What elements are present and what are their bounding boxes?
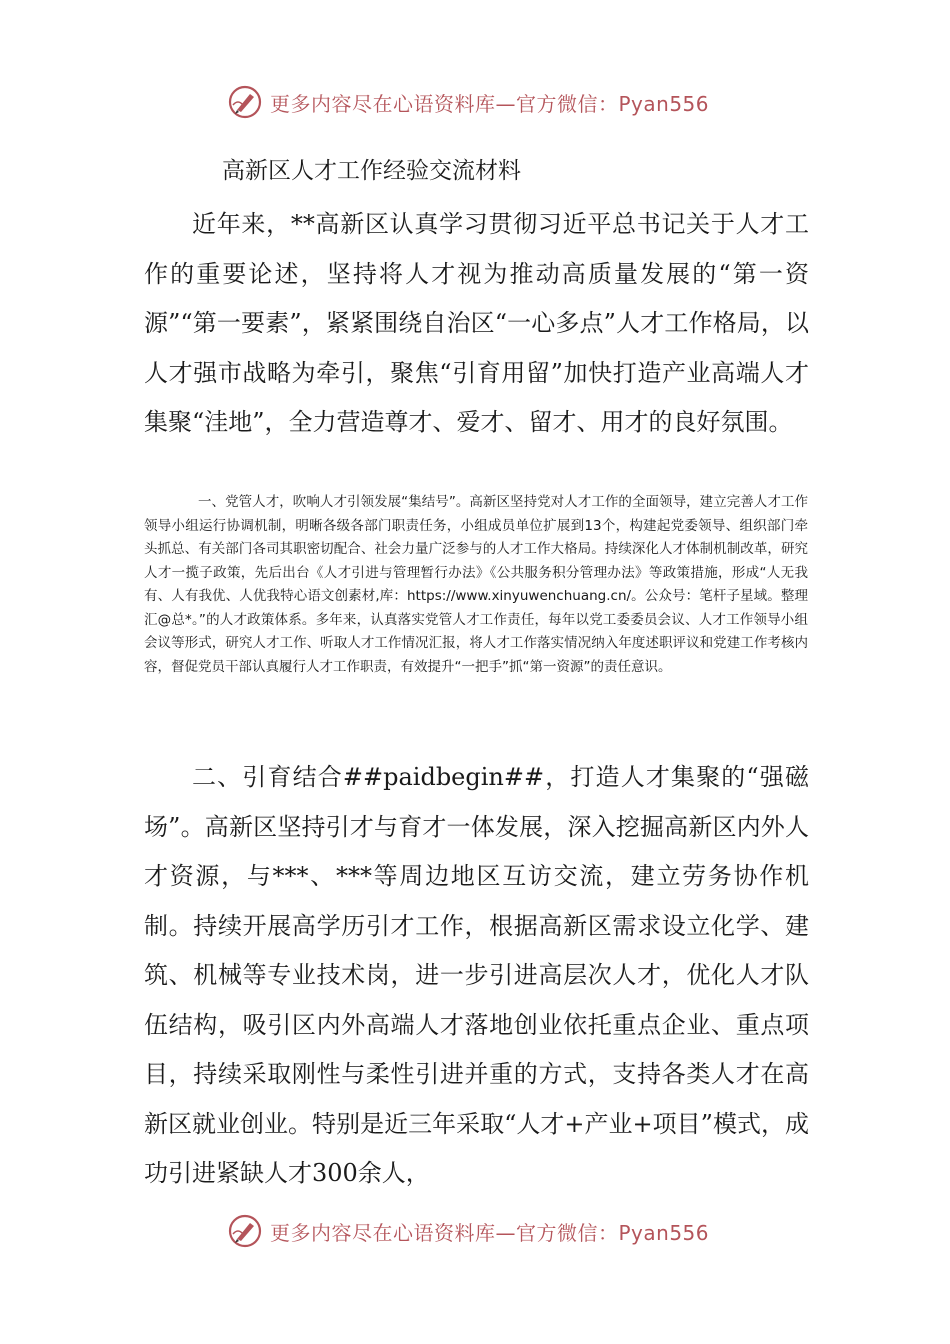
intro-paragraph: 近年来，**高新区认真学习贯彻习近平总书记关于人才工作的重要论述，坚持将人才视为推动高质量发展的“第一资源”“第一要素”，紧紧围绕自治区“一心多点”人才工作格局，以人才强市战略为牵引，聚焦“引育用留”加快打造产业高端人才集聚“洼地”，全力营造尊才、爱才、留才、用才的良好氛围。	[144, 210, 809, 436]
pen-logo-icon	[228, 85, 262, 119]
watermark-text: 更多内容尽在心语资料库—官方微信：Pyan556	[270, 91, 710, 116]
section-two-paragraph: 二、引育结合##paidbegin##，打造人才集聚的“强磁场”。高新区坚持引才与育才一体发展，深入挖掘高新区内外人才资源，与***、***等周边地区互访交流，建立劳务协作机制。持续开展高学历引才工作，根据高新区需求设立化学、建筑、机械等专业技术岗，进一步引进高层次人才，优化人才队伍结构，吸引区内外高端人才落地创业依托重点企业、重点项目，持续采取刚性与柔性引进并重的方式，支持各类人才在高新区就业创业。特别是近三年采取“人才+产业+项目”模式，成功引进紧缺人才300余人，	[144, 763, 809, 1187]
watermark-banner-top	[228, 82, 748, 122]
section-one-paragraph: 一、党管人才，吹响人才引领发展“集结号”。高新区坚持党对人才工作的全面领导，建立完善人才工作领导小组运行协调机制，明晰各级各部门职责任务，小组成员单位扩展到13个，构建起党委领导、组织部门牵头抓总、有关部门各司其职密切配合、社会力量广泛参与的人才工作大格局。持续深化人才体制机制改革，研究人才一揽子政策，先后出台《人才引进与管理暂行办法》《公共服务积分管理办法》等政策措施，形成“人无我有、人有我优、人优我特心语文创素材,库：https://www.xinyuwenchuang.cn/。公众号：笔杆子星域。整理汇@总*。”的人才政策体系。多年来，认真落实党管人才工作责任，每年以党工委委员会议、人才工作领导小组会议等形式，研究人才工作、听取人才工作情况汇报，将人才工作落实情况纳入年度述职评议和党建工作考核内容，督促党员干部认真履行人才工作职责，有效提升“一把手”抓“第一资源”的责任意识。	[144, 494, 808, 675]
document-title: 高新区人才工作经验交流材料	[222, 158, 521, 184]
watermark-text: 更多内容尽在心语资料库—官方微信：Pyan556	[270, 1220, 710, 1245]
watermark-banner-bottom	[228, 1211, 748, 1251]
pen-logo-icon	[228, 1214, 262, 1248]
